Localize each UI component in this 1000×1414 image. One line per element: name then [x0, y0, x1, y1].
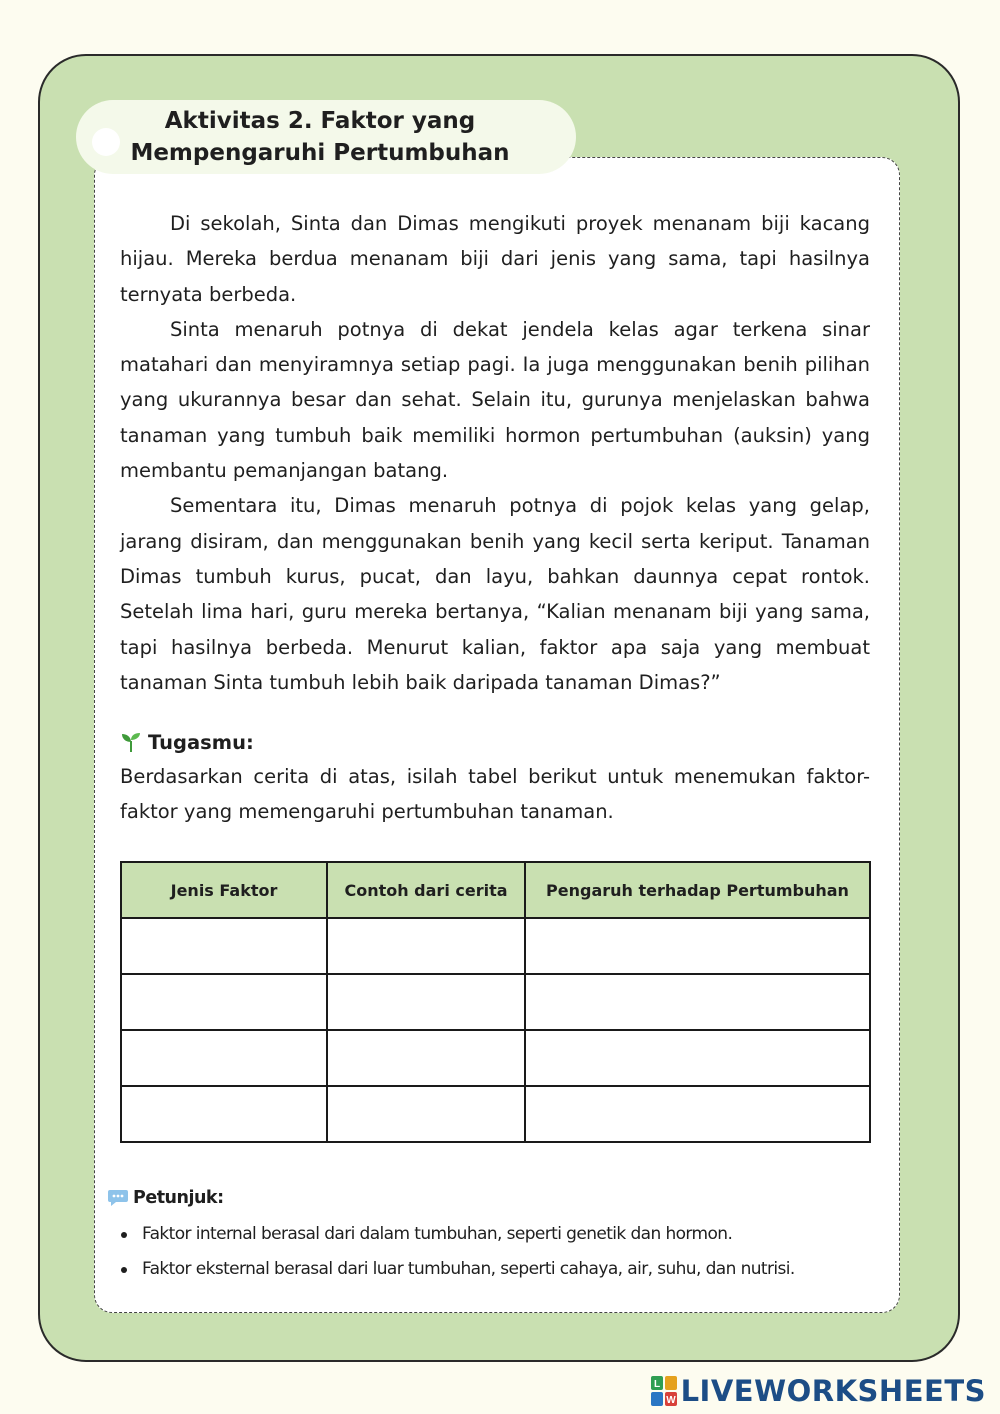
brand-name: LIVEWORKSHEETS [680, 1374, 986, 1408]
answer-cell[interactable] [327, 1030, 525, 1086]
answer-field[interactable] [526, 1031, 869, 1085]
liveworksheets-logo-icon [651, 1376, 677, 1406]
column-header-pengaruh: Pengaruh terhadap Pertumbuhan [525, 862, 870, 918]
answer-cell[interactable] [525, 1086, 870, 1142]
title-line-1: Aktivitas 2. Faktor yang [164, 108, 476, 134]
factor-table [120, 861, 871, 1143]
table-row [121, 974, 870, 1030]
answer-cell[interactable] [525, 1030, 870, 1086]
answer-field[interactable] [122, 919, 326, 973]
hints-heading-label: Petunjuk: [133, 1188, 224, 1208]
story-paragraph: Sinta menaruh potnya di dekat jendela kelas agar terkena sinar matahari dan menyiramnya setiap pagi. Ia juga menggunakan benih pilihan yang ukurannya besar dan sehat. Selain itu, gurunya menjelaskan bahwa tanaman yang tumbuh baik memiliki hormon pertumbuhan (auksin) yang membantu pemanjangan batang. [120, 317, 870, 483]
answer-field[interactable] [328, 1087, 524, 1141]
task-instruction: Berdasarkan cerita di atas, isilah tabel berikut untuk menemukan faktor-faktor yang memengaruhi pertumbuhan tanaman. [120, 765, 870, 824]
answer-field[interactable] [122, 1031, 326, 1085]
answer-field[interactable] [526, 975, 869, 1029]
hint-item: Faktor internal berasal dari dalam tumbuhan, seperti genetik dan hormon. [116, 1217, 876, 1252]
column-header-contoh: Contoh dari cerita [327, 862, 525, 918]
answer-cell[interactable] [327, 1086, 525, 1142]
answer-field[interactable] [526, 919, 869, 973]
task-heading [120, 726, 254, 758]
answer-field[interactable] [328, 919, 524, 973]
title-dot-decoration [92, 128, 120, 156]
answer-cell[interactable] [525, 918, 870, 974]
column-header-jenis-faktor: Jenis Faktor [121, 862, 327, 918]
story-text [120, 206, 870, 700]
title-line-2: Mempengaruhi Pertumbuhan [130, 140, 510, 166]
answer-cell[interactable] [121, 974, 327, 1030]
story-paragraph: Sementara itu, Dimas menaruh potnya di pojok kelas yang gelap, jarang disiram, dan menggunakan benih yang kecil serta keriput. Tanaman Dimas tumbuh kurus, pucat, dan layu, bahkan daunnya cepat rontok. Setelah lima hari, guru mereka bertanya, “Kalian menanam biji yang sama, tapi hasilnya berbeda. Menurut kalian, faktor apa saja yang membuat tanaman Sinta tumbuh lebih baik daripada tanaman Dimas?” [120, 494, 870, 694]
table-row [121, 918, 870, 974]
answer-field[interactable] [122, 1087, 326, 1141]
table-row [121, 1030, 870, 1086]
answer-cell[interactable] [121, 1086, 327, 1142]
answer-cell[interactable] [525, 974, 870, 1030]
answer-cell[interactable] [327, 918, 525, 974]
page-title [120, 100, 520, 174]
answer-cell[interactable] [121, 1030, 327, 1086]
speech-bubble-icon [107, 1188, 129, 1208]
answer-cell[interactable] [327, 974, 525, 1030]
hints-heading [107, 1183, 224, 1213]
hints-list [116, 1217, 876, 1287]
table-header-row [121, 862, 870, 918]
answer-field[interactable] [328, 975, 524, 1029]
answer-field[interactable] [328, 1031, 524, 1085]
hint-item: Faktor eksternal berasal dari luar tumbuhan, seperti cahaya, air, suhu, dan nutrisi. [116, 1252, 876, 1287]
answer-field[interactable] [122, 975, 326, 1029]
liveworksheets-branding[interactable] [651, 1373, 986, 1409]
logo-letter-w: W [665, 1395, 676, 1406]
sprout-icon [120, 731, 142, 753]
story-paragraph: Di sekolah, Sinta dan Dimas mengikuti proyek menanam biji kacang hijau. Mereka berdua menanam biji dari jenis yang sama, tapi hasilnya ternyata berbeda. [120, 212, 870, 306]
answer-field[interactable] [526, 1087, 869, 1141]
answer-cell[interactable] [121, 918, 327, 974]
table-row [121, 1086, 870, 1142]
task-heading-label: Tugasmu: [148, 730, 254, 754]
logo-letter-l: L [653, 1379, 660, 1390]
